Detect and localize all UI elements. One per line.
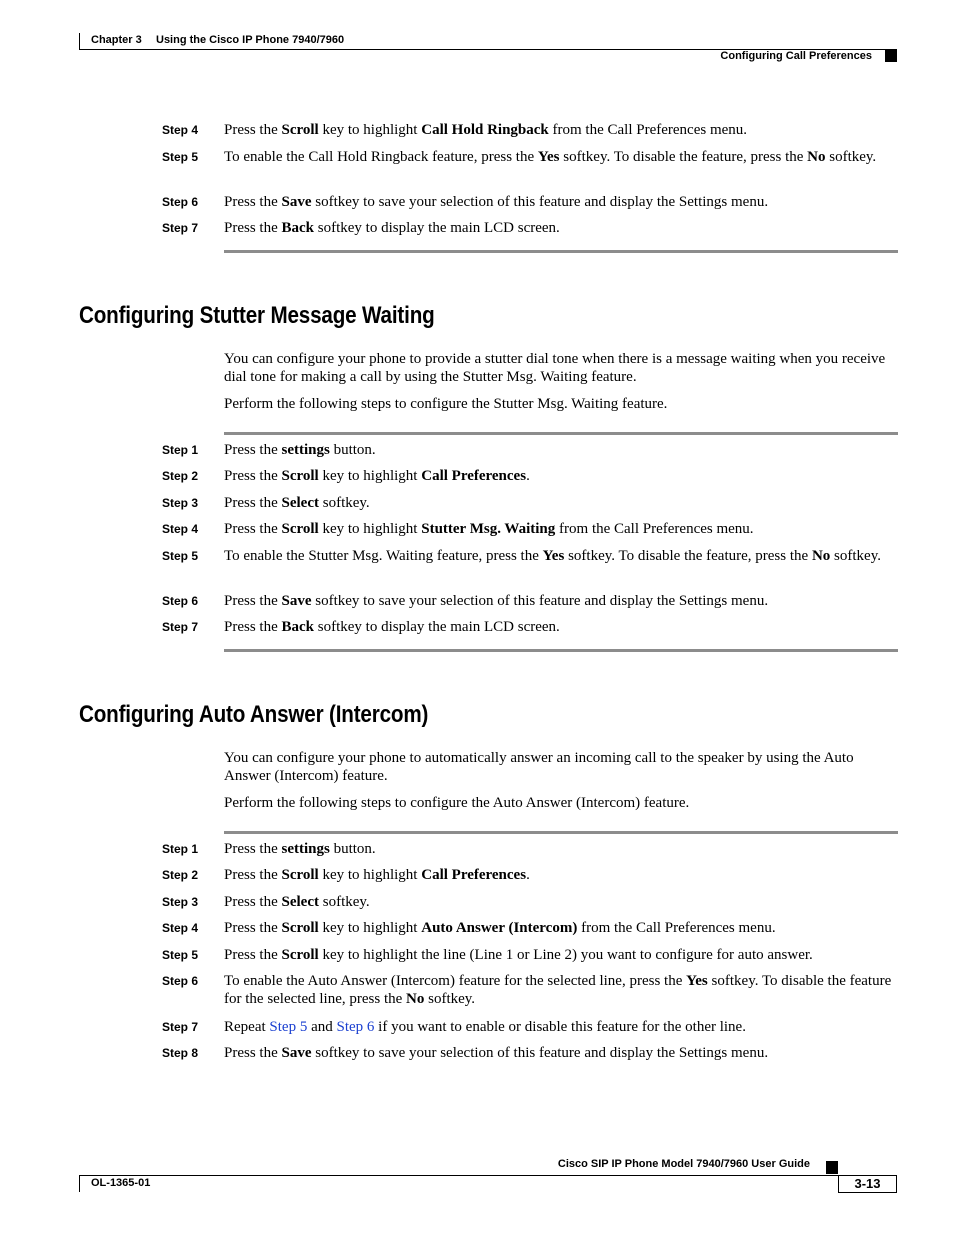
step-text-run: . [526,468,530,484]
step-label: Step 4 [162,921,199,935]
step-keyword: No [406,991,425,1007]
step-text [224,441,898,459]
step-keyword: Scroll [281,947,319,963]
step-text-run: Press the [224,593,282,609]
step-text-run: softkey. To disable the feature, press the [559,149,808,165]
step-text-run: Press the [224,194,282,210]
step-text-run: from the Call Preferences menu. [577,920,776,936]
step-text-run: Press the [224,867,282,883]
step-text-run: Press the [224,1045,282,1061]
header-chapter: Chapter 3 [91,34,142,46]
step-text-run: key to highlight [318,468,422,484]
stutter-perform: Perform the following steps to configure the Stutter Msg. Waiting feature. [224,396,668,412]
step-text [224,219,898,237]
header-vertical-rule [79,33,80,50]
step-text [224,148,898,166]
footer-vertical-rule [79,1175,80,1192]
step-text-run: and [307,1019,337,1035]
step-text-run: from the Call Preferences menu. [548,122,748,138]
step-text [224,866,898,884]
procedure-end-rule [224,649,898,652]
step-label: Step 2 [162,868,199,882]
step-label: Step 7 [162,620,199,634]
step-label: Step 7 [162,1020,199,1034]
step-label: Step 4 [162,123,199,137]
step-keyword: Save [281,593,312,609]
step-text-run: softkey to display the main LCD screen. [314,619,560,635]
step-label: Step 5 [162,948,199,962]
step-keyword: Call Preferences [421,867,527,883]
step-label: Step 7 [162,221,199,235]
step-label: Step 3 [162,895,199,909]
step-cross-reference-link[interactable]: Step 5 [269,1019,308,1035]
step-label: Step 6 [162,195,199,209]
step-keyword: Save [281,1045,312,1061]
step-label: Step 6 [162,594,199,608]
header-chapter-title: Using the Cisco IP Phone 7940/7960 [156,34,345,46]
step-text [224,494,898,512]
step-keyword: Yes [542,548,565,564]
auto-answer-intro: You can configure your phone to automatically answer an incoming call to the speaker by using the Auto Answer (Intercom) feature. [224,750,854,784]
step-keyword: Save [281,194,312,210]
step-keyword: Back [281,619,315,635]
step-text [224,972,898,1008]
section-end-rule [224,250,898,253]
step-text-run: Press the [224,442,282,458]
step-text-run: Press the [224,122,282,138]
auto-answer-perform: Perform the following steps to configure the Auto Answer (Intercom) feature. [224,795,690,811]
step-text-run: Press the [224,468,282,484]
step-text-run: Press the [224,894,282,910]
step-text-run: softkey. To disable the feature, press the [564,548,812,564]
step-keyword: Stutter Msg. Waiting [421,521,556,537]
step-keyword: Scroll [281,468,319,484]
header-section-title: Configuring Call Preferences [720,50,872,62]
step-label: Step 5 [162,549,199,563]
step-text-run: softkey. [825,149,877,165]
step-keyword: Call Hold Ringback [421,122,549,138]
step-keyword: Yes [537,149,560,165]
step-label: Step 4 [162,522,199,536]
step-text [224,1018,898,1036]
stutter-heading: Configuring Stutter Message Waiting [79,302,435,329]
step-text-run: . [526,867,530,883]
step-text-run: softkey. [318,495,370,511]
step-keyword: Auto Answer (Intercom) [421,920,578,936]
step-keyword: Yes [686,973,708,989]
step-text [224,946,898,964]
step-text-run: button. [329,442,376,458]
step-text-run: Press the [224,841,282,857]
step-text [224,893,898,911]
page-number: 3-13 [838,1175,897,1193]
step-label: Step 3 [162,496,199,510]
step-text [224,520,898,538]
step-text-run: softkey. [424,991,476,1007]
step-label: Step 1 [162,443,199,457]
step-text [224,919,898,937]
footer-doc-number: OL-1365-01 [91,1177,151,1189]
footer-marker-box [826,1161,838,1174]
step-keyword: Select [281,894,319,910]
step-text-run: key to highlight [318,122,422,138]
step-keyword: Call Preferences [421,468,527,484]
step-text-run: key to highlight [318,920,422,936]
auto-answer-heading: Configuring Auto Answer (Intercom) [79,701,429,728]
step-text-run: softkey to save your selection of this feature and display the Settings menu. [311,1045,769,1061]
step-label: Step 8 [162,1046,199,1060]
step-cross-reference-link[interactable]: Step 6 [336,1019,375,1035]
step-label: Step 5 [162,150,199,164]
step-text-run: if you want to enable or disable this feature for the other line. [374,1019,746,1035]
step-text [224,840,898,858]
step-text [224,592,898,610]
step-text-run: To enable the Auto Answer (Intercom) feature for the selected line, press the [224,973,687,989]
header-marker-box [885,50,897,62]
step-text-run: softkey. To disable the feature for the selected line, press the [224,973,892,1007]
footer-rule [79,1175,897,1176]
step-text-run: from the Call Preferences menu. [555,521,754,537]
step-label: Step 6 [162,974,199,988]
step-text-run: To enable the Call Hold Ringback feature, press the [224,149,538,165]
step-keyword: Scroll [281,867,319,883]
step-text [224,467,898,485]
step-keyword: Select [281,495,319,511]
procedure-start-rule [224,432,898,435]
step-keyword: Scroll [281,521,319,537]
step-text-run: Press the [224,947,282,963]
step-text-run: softkey. [830,548,881,564]
stutter-intro: You can configure your phone to provide a stutter dial tone when there is a message waiting when you receive dial tone for making a call by using the Stutter Msg. Waiting feature. [224,351,886,385]
step-text-run: To enable the Stutter Msg. Waiting feature, press the [224,548,543,564]
step-keyword: settings [281,841,330,857]
step-keyword: Scroll [281,122,319,138]
step-text-run: softkey to display the main LCD screen. [314,220,560,236]
step-text-run: softkey to save your selection of this feature and display the Settings menu. [311,593,769,609]
step-text-run: key to highlight [318,867,422,883]
step-text [224,547,898,565]
step-keyword: No [811,548,831,564]
step-text-run: key to highlight the line (Line 1 or Line 2) you want to configure for auto answer. [318,947,813,963]
step-keyword: No [807,149,826,165]
step-keyword: Scroll [281,920,319,936]
step-text-run: Press the [224,220,282,236]
step-text-run: key to highlight [318,521,422,537]
step-text-run: softkey. [318,894,370,910]
step-text-run: softkey to save your selection of this feature and display the Settings menu. [311,194,769,210]
step-text [224,1044,898,1062]
step-label: Step 2 [162,469,199,483]
step-text [224,193,898,211]
step-label: Step 1 [162,842,199,856]
step-text-run: Press the [224,619,282,635]
step-text-run: Press the [224,920,282,936]
step-keyword: Back [281,220,315,236]
step-text-run: Repeat [224,1019,270,1035]
step-text-run: button. [329,841,376,857]
step-text-run: Press the [224,495,282,511]
step-text [224,618,898,636]
step-keyword: settings [281,442,330,458]
procedure-start-rule [224,831,898,834]
step-text [224,121,898,139]
step-text-run: Press the [224,521,282,537]
footer-guide-title: Cisco SIP IP Phone Model 7940/7960 User Guide [557,1158,810,1170]
